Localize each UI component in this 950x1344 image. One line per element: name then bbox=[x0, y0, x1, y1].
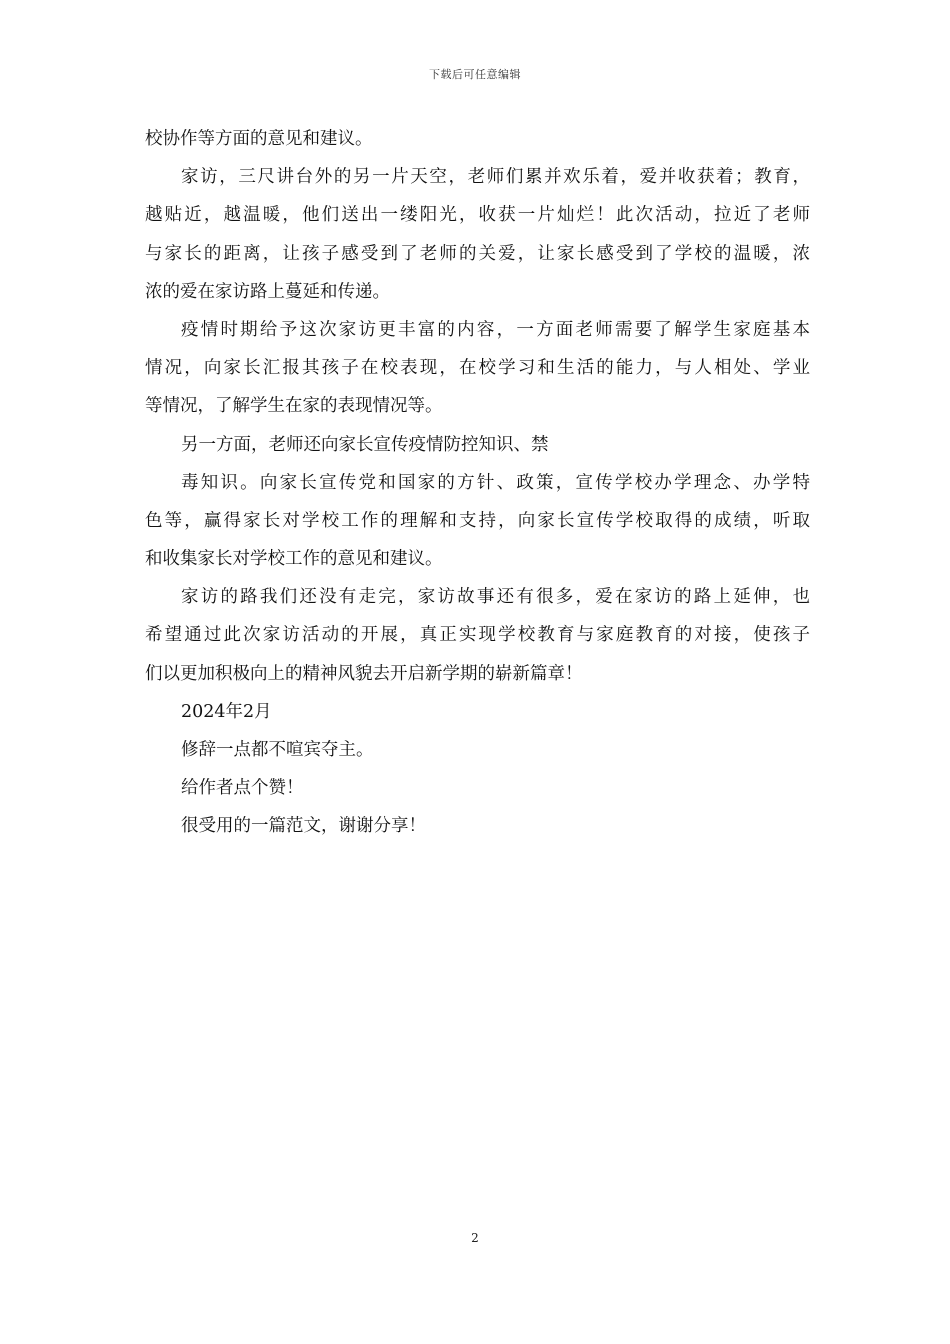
text-line: 希望通过此次家访活动的开展，真正实现学校教育与家庭教育的对接，使孩子 bbox=[145, 625, 810, 646]
text-line: 浓的爱在家访路上蔓延和传递。 bbox=[145, 281, 390, 302]
text-line: 情况，向家长汇报其孩子在校表现，在校学习和生活的能力，与人相处、学业 bbox=[145, 358, 810, 379]
text-line: 越贴近，越温暖，他们送出一缕阳光，收获一片灿烂！此次活动，拉近了老师 bbox=[145, 205, 810, 226]
text-line: 另一方面，老师还向家长宣传疫情防控知识、禁 bbox=[181, 434, 549, 455]
text-line: 等情况，了解学生在家的表现情况等。 bbox=[145, 396, 443, 417]
text-line: 色等，赢得家长对学校工作的理解和支持，向家长宣传学校取得的成绩，听取 bbox=[145, 510, 810, 531]
page-header: 下载后可任意编辑 bbox=[429, 68, 521, 81]
text-line: 毒知识。向家长宣传党和国家的方针、政策，宣传学校办学理念、办学特 bbox=[181, 472, 810, 493]
text-line: 家访的路我们还没有走完，家访故事还有很多，爱在家访的路上延伸，也 bbox=[181, 587, 810, 608]
comment-line: 很受用的一篇范文，谢谢分享！ bbox=[181, 816, 426, 837]
text-line: 与家长的距离，让孩子感受到了老师的关爱，让家长感受到了学校的温暖，浓 bbox=[145, 243, 810, 264]
text-line: 疫情时期给予这次家访更丰富的内容，一方面老师需要了解学生家庭基本 bbox=[181, 319, 810, 340]
text-line: 校协作等方面的意见和建议。 bbox=[145, 129, 373, 149]
comment-line: 修辞一点都不喧宾夺主。 bbox=[181, 740, 374, 760]
text-line: 家访，三尺讲台外的另一片天空，老师们累并欢乐着，爱并收获着；教育， bbox=[181, 167, 810, 188]
text-line: 和收集家长对学校工作的意见和建议。 bbox=[145, 549, 443, 570]
document-body bbox=[145, 120, 810, 846]
text-line: 们以更加积极向上的精神风貌去开启新学期的崭新篇章！ bbox=[145, 663, 583, 684]
page-number: 2 bbox=[471, 1231, 479, 1245]
comment-line: 给作者点个赞！ bbox=[181, 778, 304, 799]
date-line: 2024年2月 bbox=[181, 701, 272, 722]
